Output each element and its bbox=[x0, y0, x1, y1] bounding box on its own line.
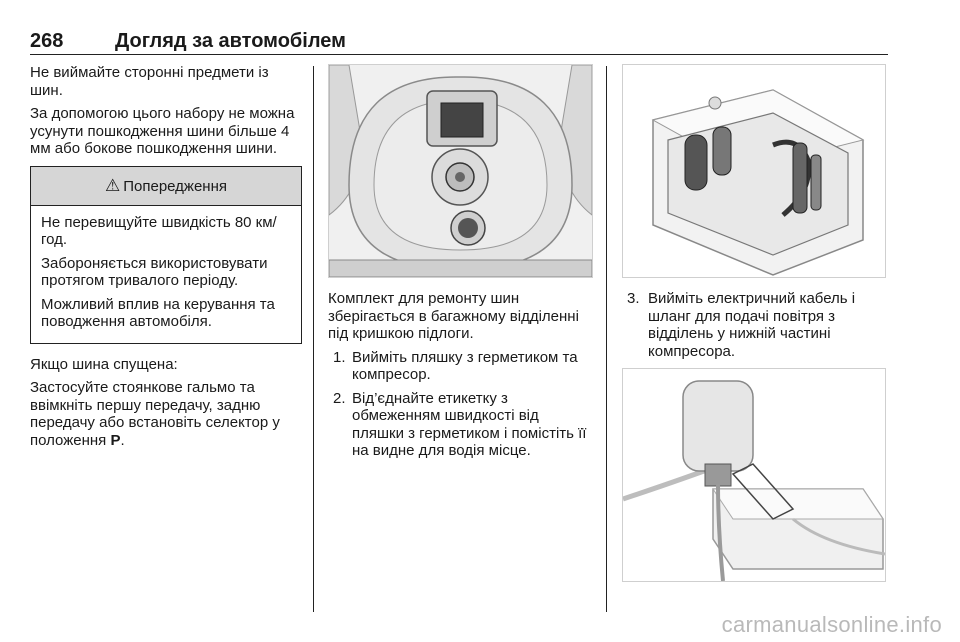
warning-box bbox=[30, 166, 302, 344]
paragraph-foreign-objects: Не виймайте сторонні предмети із шин. bbox=[30, 64, 269, 99]
step-2: 2. Від’єднайте етикетку з обмеженням швидкості від пляшки з герметиком і помістіть її на видне для водія місце. bbox=[333, 389, 587, 459]
warning-body bbox=[31, 206, 301, 343]
trunk-floor-drawing bbox=[329, 65, 592, 277]
paragraph-parking-brake: Застосуйте стоянкове гальмо та ввімкніть першу передачу, задню передачу або встановіть селектор у положення P. bbox=[30, 379, 280, 449]
steps-list-2 bbox=[622, 290, 888, 360]
warning-triangle-icon: ⚠ bbox=[104, 175, 121, 195]
paragraph-damage-limit: За допомогою цього набору не можна усунути пошкодження шини більше 4 мм або бокове пошкодження шини. bbox=[30, 105, 295, 157]
column-1 bbox=[30, 64, 302, 455]
paragraph-kit-location: Комплект для ремонту шин зберігається в багажному відділенні під кришкою підлоги. bbox=[328, 290, 579, 342]
step-3: 3. Вийміть електричний кабель і шланг для подачі повітря з відділень у нижній частині компресора. bbox=[627, 290, 856, 360]
steps-list-1 bbox=[328, 349, 592, 460]
compressor-bottle-drawing bbox=[623, 369, 885, 581]
warning-header bbox=[31, 167, 301, 206]
warning-speed: Не перевищуйте швидкість 80 км/год. bbox=[41, 213, 277, 248]
trunk-floor-illustration bbox=[328, 64, 593, 278]
selector-position-p: P bbox=[110, 431, 121, 449]
compressor-underside-illustration bbox=[622, 64, 886, 278]
warning-handling: Можливий вплив на керування та поводження автомобіля. bbox=[41, 295, 275, 330]
warning-duration: Забороняється використовувати протягом тривалого періоду. bbox=[41, 254, 268, 289]
paragraph-flat-tire: Якщо шина спущена: bbox=[30, 355, 178, 373]
watermark: carmanualsonline.info bbox=[721, 612, 942, 637]
section-title: Догляд за автомобілем bbox=[115, 30, 346, 52]
compressor-underside-drawing bbox=[623, 65, 885, 277]
page-number: 268 bbox=[30, 30, 64, 52]
column-2 bbox=[328, 64, 592, 466]
column-divider-1 bbox=[313, 66, 314, 612]
compressor-bottle-illustration bbox=[622, 368, 886, 582]
warning-title: Попередження bbox=[123, 177, 227, 195]
column-3 bbox=[622, 64, 888, 582]
page-header bbox=[30, 30, 888, 55]
step-1: 1. Вийміть пляшку з герметиком та компресор. bbox=[333, 348, 578, 383]
column-divider-2 bbox=[606, 66, 607, 612]
